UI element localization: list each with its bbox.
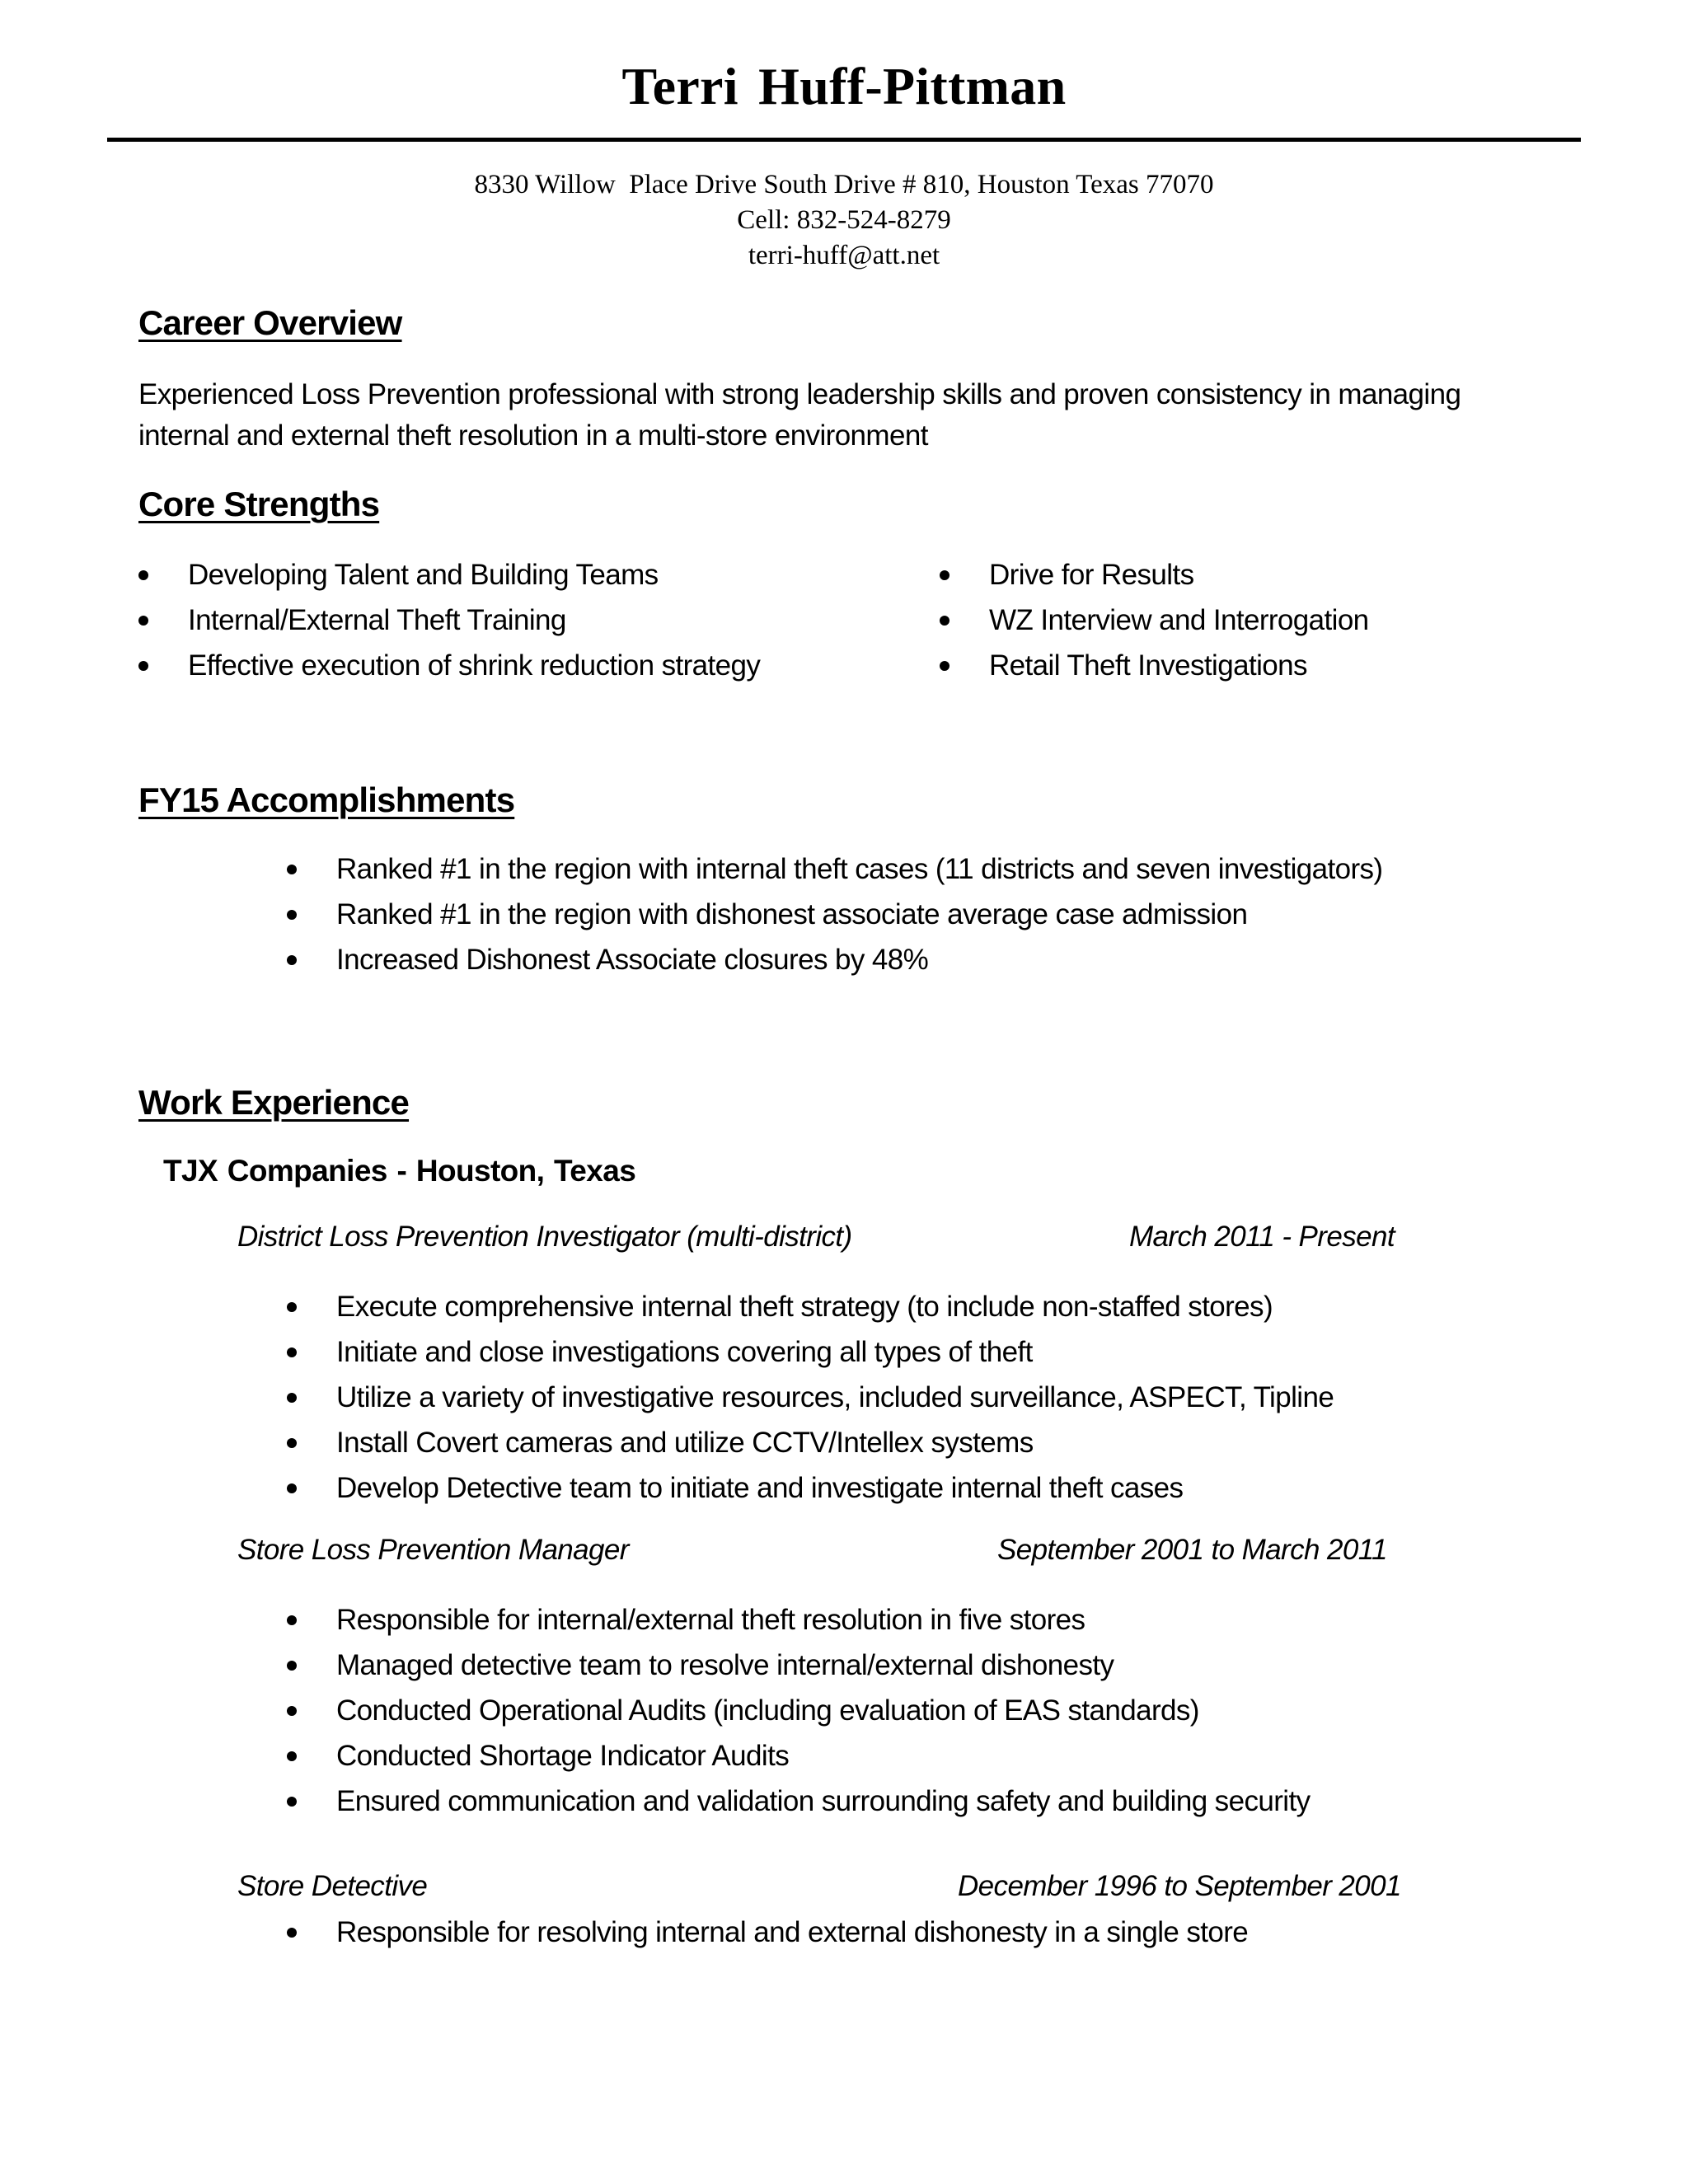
job-duties-list: [287, 1284, 1334, 1511]
section-heading-career-overview: Career Overview: [138, 303, 402, 342]
job-duty-item: Execute comprehensive internal theft strategy (to include non-staffed stores): [287, 1284, 1334, 1329]
section-heading-core-strengths: Core Strengths: [138, 485, 380, 523]
job-duty-item: Conducted Operational Audits (including evaluation of EAS standards): [287, 1688, 1310, 1733]
job-duty-item: Ensured communication and validation surrounding safety and building security: [287, 1779, 1310, 1824]
core-strength-item: Developing Talent and Building Teams: [138, 552, 760, 598]
accomplishment-item: Increased Dishonest Associate closures by 48%: [287, 937, 1382, 982]
section-heading-accomplishments: FY15 Accomplishments: [138, 780, 515, 819]
job-duty-item: Responsible for resolving internal and external dishonesty in a single store: [287, 1910, 1248, 1955]
job-dates: September 2001 to March 2011: [997, 1534, 1387, 1566]
job-duty-item: Responsible for internal/external theft resolution in five stores: [287, 1597, 1310, 1643]
core-strength-item: WZ Interview and Interrogation: [940, 598, 1369, 643]
accomplishments-list: [287, 846, 1382, 982]
job-duties-list: [287, 1597, 1310, 1824]
job-duty-item: Managed detective team to resolve internal/external dishonesty: [287, 1643, 1310, 1688]
core-strength-item: Internal/External Theft Training: [138, 598, 760, 643]
job-dates: December 1996 to September 2001: [958, 1870, 1401, 1902]
job-duty-item: Conducted Shortage Indicator Audits: [287, 1733, 1310, 1779]
job-duty-item: Develop Detective team to initiate and investigate internal theft cases: [287, 1465, 1334, 1511]
contact-address: 8330 Willow Place Drive South Drive # 810, Houston Texas 77070: [474, 170, 1214, 199]
job-title: District Loss Prevention Investigator (multi-district): [237, 1221, 852, 1253]
contact-email: terri-huff@att.net: [748, 241, 940, 270]
job-title: Store Loss Prevention Manager: [237, 1534, 629, 1566]
core-strengths-right-list: [940, 552, 1369, 688]
employer-name: TJX Companies - Houston, Texas: [163, 1154, 636, 1188]
core-strengths-left-list: [138, 552, 760, 688]
job-duty-item: Initiate and close investigations covering all types of theft: [287, 1329, 1334, 1375]
job-duties-list: [287, 1910, 1248, 1955]
job-dates: March 2011 - Present: [1129, 1221, 1395, 1253]
section-heading-work-experience: Work Experience: [138, 1083, 410, 1122]
career-overview-text: Experienced Loss Prevention professional with strong leadership skills and proven consistency in managing internal and external theft resolution in a multi-store environment: [138, 378, 1461, 452]
job-duty-item: Install Covert cameras and utilize CCTV/Intellex systems: [287, 1420, 1334, 1465]
accomplishment-item: Ranked #1 in the region with dishonest associate average case admission: [287, 892, 1382, 937]
core-strength-item: Effective execution of shrink reduction strategy: [138, 643, 760, 688]
contact-cell: Cell: 832-524-8279: [737, 205, 951, 235]
core-strength-item: Drive for Results: [940, 552, 1369, 598]
header-rule: [107, 138, 1581, 142]
core-strength-item: Retail Theft Investigations: [940, 643, 1369, 688]
accomplishment-item: Ranked #1 in the region with internal theft cases (11 districts and seven investigators): [287, 846, 1382, 892]
resume-name: Terri Huff-Pittman: [621, 57, 1067, 115]
job-duty-item: Utilize a variety of investigative resources, included surveillance, ASPECT, Tipline: [287, 1375, 1334, 1420]
job-title: Store Detective: [237, 1870, 428, 1902]
